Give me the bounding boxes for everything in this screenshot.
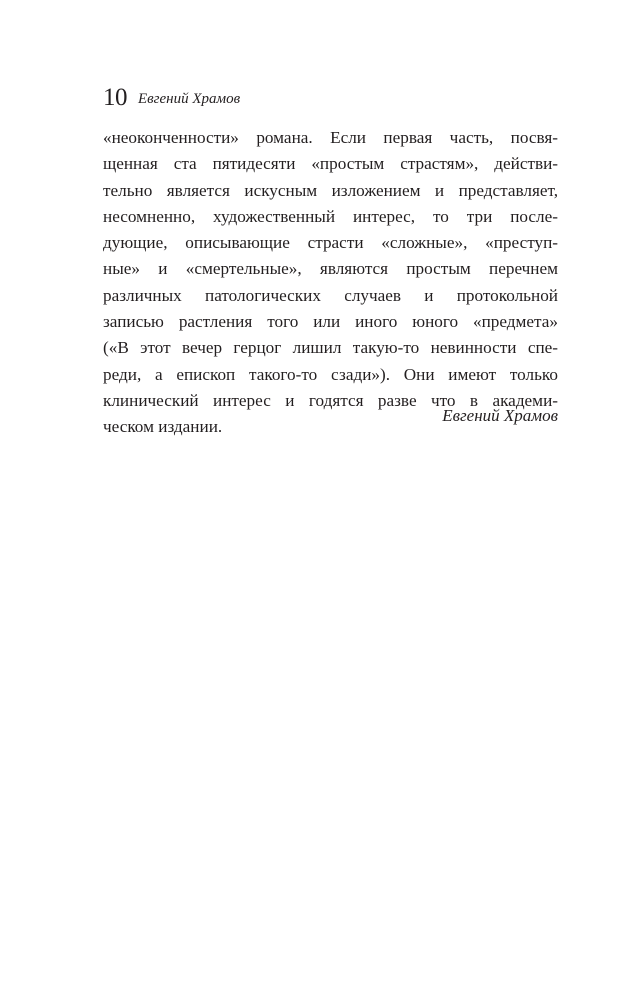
body-paragraph (103, 125, 558, 441)
text-line: реди, а епископ такого-то сзади»). Они имеют только (103, 364, 558, 384)
signature-author: Евгений Храмов (442, 406, 558, 425)
text-line: несомненно, художественный интерес, то три после- (103, 206, 558, 226)
text-line: клинический интерес и годятся разве что в академи- (103, 390, 558, 410)
text-line: («В этот вечер герцог лишил такую-то невинности спе- (103, 338, 558, 358)
text-line: «неоконченности» романа. Если первая часть, посвя- (103, 128, 558, 147)
text-line: ные» и «смертельные», являются простым перечнем (103, 259, 558, 279)
text-line: тельно является искусным изложением и представляет, (103, 180, 558, 200)
text-line: дующие, описывающие страсти «сложные», «преступ- (103, 233, 558, 253)
text-line: различных патологических случаев и протокольной (103, 285, 558, 305)
running-head-author: Евгений Храмов (138, 91, 241, 107)
text-line: щенная ста пятидесяти «простым страстям», действи- (103, 154, 558, 174)
text-line: ческом издании. (103, 417, 223, 437)
page-number: 10 (103, 84, 127, 111)
text-line: записью растления того или иного юного «предмета» (103, 312, 558, 332)
running-head (103, 83, 563, 113)
